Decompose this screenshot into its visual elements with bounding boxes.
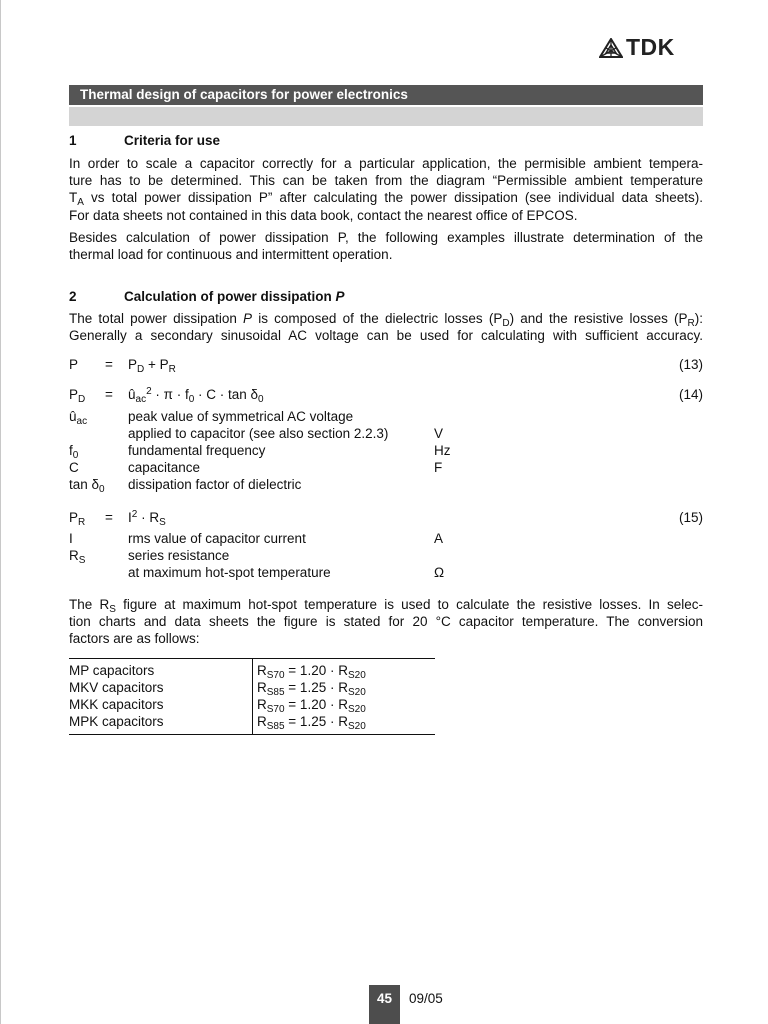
text-run: figure at maximum hot-spot temperature is used to calculate the resistive losses. In selec- bbox=[115, 597, 703, 612]
brand-name: TDK bbox=[626, 34, 675, 60]
term: R bbox=[257, 697, 267, 712]
description: fundamental frequency bbox=[128, 443, 266, 458]
symbol-base: R bbox=[69, 548, 79, 563]
description: peak value of symmetrical AC voltage bbox=[128, 409, 354, 424]
capacitor-type: MKK capacitors bbox=[69, 697, 164, 712]
section-2-heading bbox=[124, 289, 345, 304]
definition-row bbox=[69, 564, 703, 581]
superscript: 2 bbox=[146, 386, 152, 397]
text-run: vs total power dissipation P” after calculating the power dissipation (see individual data sheets). bbox=[83, 190, 703, 206]
page-number: 45 bbox=[369, 985, 400, 1024]
symbol: T bbox=[69, 190, 78, 206]
superscript: 2 bbox=[131, 509, 138, 520]
term: P bbox=[128, 357, 138, 372]
eq-lhs bbox=[69, 386, 85, 403]
term: = 1.20 · R bbox=[284, 663, 348, 678]
subscript: 0 bbox=[72, 450, 79, 461]
document-title: Thermal design of capacitors for power electronics bbox=[80, 87, 408, 102]
conversion-formula bbox=[257, 662, 366, 679]
equation-number: (13) bbox=[678, 357, 703, 372]
term: = 1.25 · R bbox=[284, 680, 348, 695]
subscript: S20 bbox=[347, 721, 366, 732]
text-run: The R bbox=[69, 597, 110, 612]
section-2-intro bbox=[69, 310, 703, 344]
symbol bbox=[69, 459, 79, 476]
symbol-base: û bbox=[69, 409, 77, 424]
subscript: D bbox=[137, 364, 145, 375]
text-run: The total power dissipation bbox=[69, 311, 244, 326]
definition-row bbox=[69, 547, 703, 564]
term: · C · tan δ bbox=[194, 387, 259, 402]
term: I bbox=[128, 510, 132, 525]
term: P bbox=[69, 510, 79, 525]
text-line: factors are as follows: bbox=[69, 631, 200, 647]
subscript: S70 bbox=[266, 704, 285, 715]
eq-sign: = bbox=[105, 357, 113, 372]
section-2-number: 2 bbox=[69, 289, 77, 304]
table-row bbox=[69, 662, 435, 679]
eq-sign: = bbox=[105, 387, 113, 402]
symbol-base: f bbox=[69, 443, 73, 458]
table-row bbox=[69, 696, 435, 713]
unit: Ω bbox=[434, 565, 445, 580]
equation-number: (14) bbox=[678, 387, 703, 402]
equation-number: (15) bbox=[678, 510, 703, 525]
term: + P bbox=[144, 357, 169, 372]
conversion-formula bbox=[257, 713, 366, 730]
text-line: Besides calculation of power dissipation P, the following examples illustrate determination of the bbox=[69, 230, 703, 245]
term: R bbox=[257, 663, 267, 678]
text-run: is composed of the dielectric losses (P bbox=[252, 311, 503, 326]
text-line bbox=[69, 310, 703, 327]
eq-lhs bbox=[69, 509, 85, 526]
subscript: 0 bbox=[188, 394, 195, 405]
subscript: S bbox=[109, 604, 116, 615]
symbol bbox=[69, 530, 73, 547]
section-1-heading: Criteria for use bbox=[124, 133, 221, 148]
subscript: S85 bbox=[266, 687, 285, 698]
unit: Hz bbox=[434, 443, 451, 458]
symbol bbox=[69, 476, 105, 493]
subscript: S20 bbox=[347, 687, 366, 698]
subscript: D bbox=[78, 394, 86, 405]
subscript: R bbox=[687, 318, 695, 329]
subscript: S85 bbox=[266, 721, 285, 732]
subscript: R bbox=[168, 364, 176, 375]
description: at maximum hot-spot temperature bbox=[128, 565, 331, 580]
term: û bbox=[128, 387, 136, 402]
description: capacitance bbox=[128, 460, 201, 475]
term: R bbox=[257, 680, 267, 695]
subscript: ac bbox=[135, 394, 147, 405]
heading-text: Calculation of power dissipation bbox=[124, 289, 332, 304]
symbol bbox=[69, 442, 78, 459]
eq-lhs: P bbox=[69, 357, 79, 372]
term: = 1.20 · R bbox=[284, 697, 348, 712]
equation-14-definitions bbox=[69, 408, 703, 493]
variable: P bbox=[243, 311, 253, 326]
definition-row bbox=[69, 442, 703, 459]
description: series resistance bbox=[128, 548, 230, 563]
section-1-paragraph-1 bbox=[69, 155, 703, 224]
eq-rhs bbox=[128, 509, 166, 526]
conversion-formula bbox=[257, 679, 366, 696]
term: · π · f bbox=[151, 387, 189, 402]
subscript: D bbox=[502, 318, 510, 329]
subscript: R bbox=[78, 517, 86, 528]
text-line: In order to scale a capacitor correctly for a particular application, the permisible ambient tempera- bbox=[69, 156, 703, 171]
text-line: thermal load for continuous and intermittent operation. bbox=[69, 247, 393, 263]
footer-date: 09/05 bbox=[409, 991, 443, 1006]
subtitle-bar bbox=[69, 107, 703, 126]
definition-row bbox=[69, 425, 703, 442]
unit: V bbox=[434, 426, 444, 441]
subscript: S bbox=[159, 517, 166, 528]
text-line: ture has to be determined. This can be taken from the diagram “Permissible ambient temperature bbox=[69, 173, 703, 189]
equation-14 bbox=[69, 386, 703, 403]
capacitor-type: MP capacitors bbox=[69, 663, 155, 678]
subscript: 0 bbox=[99, 484, 105, 495]
unit: F bbox=[434, 460, 443, 475]
capacitor-type: MKV capacitors bbox=[69, 680, 164, 695]
subscript: A bbox=[77, 197, 84, 209]
section-1-paragraph-2 bbox=[69, 229, 703, 263]
eq-rhs bbox=[128, 386, 264, 403]
eq-sign: = bbox=[105, 510, 113, 525]
symbol bbox=[69, 408, 87, 425]
conversion-formula bbox=[257, 696, 366, 713]
symbol-base: C bbox=[69, 460, 79, 475]
text-line: tion charts and data sheets the figure is stated for 20 °C capacitor temperature. The conversion bbox=[69, 614, 703, 630]
subscript: S20 bbox=[347, 670, 366, 681]
conversion-paragraph bbox=[69, 596, 703, 648]
definition-row bbox=[69, 408, 703, 425]
subscript: 0 bbox=[258, 394, 264, 405]
table-row bbox=[69, 713, 435, 730]
text-line: For data sheets not contained in this data book, contact the nearest office of EPCOS. bbox=[69, 207, 578, 223]
term: R bbox=[257, 714, 267, 729]
symbol bbox=[69, 547, 85, 564]
definition-row bbox=[69, 530, 703, 547]
term: = 1.25 · R bbox=[284, 714, 348, 729]
heading-variable: P bbox=[335, 289, 345, 304]
text-run: ): bbox=[694, 311, 703, 326]
eq-rhs bbox=[128, 356, 176, 373]
text-line: Generally a secondary sinusoidal AC voltage can be used for calculating with sufficient accuracy. bbox=[69, 328, 703, 344]
description: rms value of capacitor current bbox=[128, 531, 306, 546]
tdk-diamond-icon bbox=[599, 38, 623, 58]
text-line bbox=[69, 596, 703, 613]
equation-15-definitions bbox=[69, 530, 703, 581]
tdk-logo bbox=[599, 34, 675, 61]
symbol-base: I bbox=[69, 531, 73, 546]
conversion-table bbox=[69, 658, 435, 735]
equation-13 bbox=[69, 356, 703, 373]
term: P bbox=[69, 387, 79, 402]
description: applied to capacitor (see also section 2.2.3) bbox=[128, 426, 389, 441]
unit: A bbox=[434, 531, 444, 546]
capacitor-type: MPK capacitors bbox=[69, 714, 164, 729]
document-title-bar bbox=[69, 85, 703, 105]
equation-15 bbox=[69, 509, 703, 526]
section-1-number: 1 bbox=[69, 133, 77, 148]
term: · R bbox=[137, 510, 160, 525]
text-run: ) and the resistive losses (P bbox=[509, 311, 688, 326]
text-line bbox=[69, 189, 703, 209]
definition-row bbox=[69, 459, 703, 476]
description: dissipation factor of dielectric bbox=[128, 477, 302, 492]
subscript: S20 bbox=[347, 704, 366, 715]
definition-row bbox=[69, 476, 703, 493]
subscript: S70 bbox=[266, 670, 285, 681]
symbol-base: tan δ bbox=[69, 477, 100, 492]
subscript: ac bbox=[76, 416, 88, 427]
subscript: S bbox=[78, 555, 86, 566]
table-row bbox=[69, 679, 435, 696]
